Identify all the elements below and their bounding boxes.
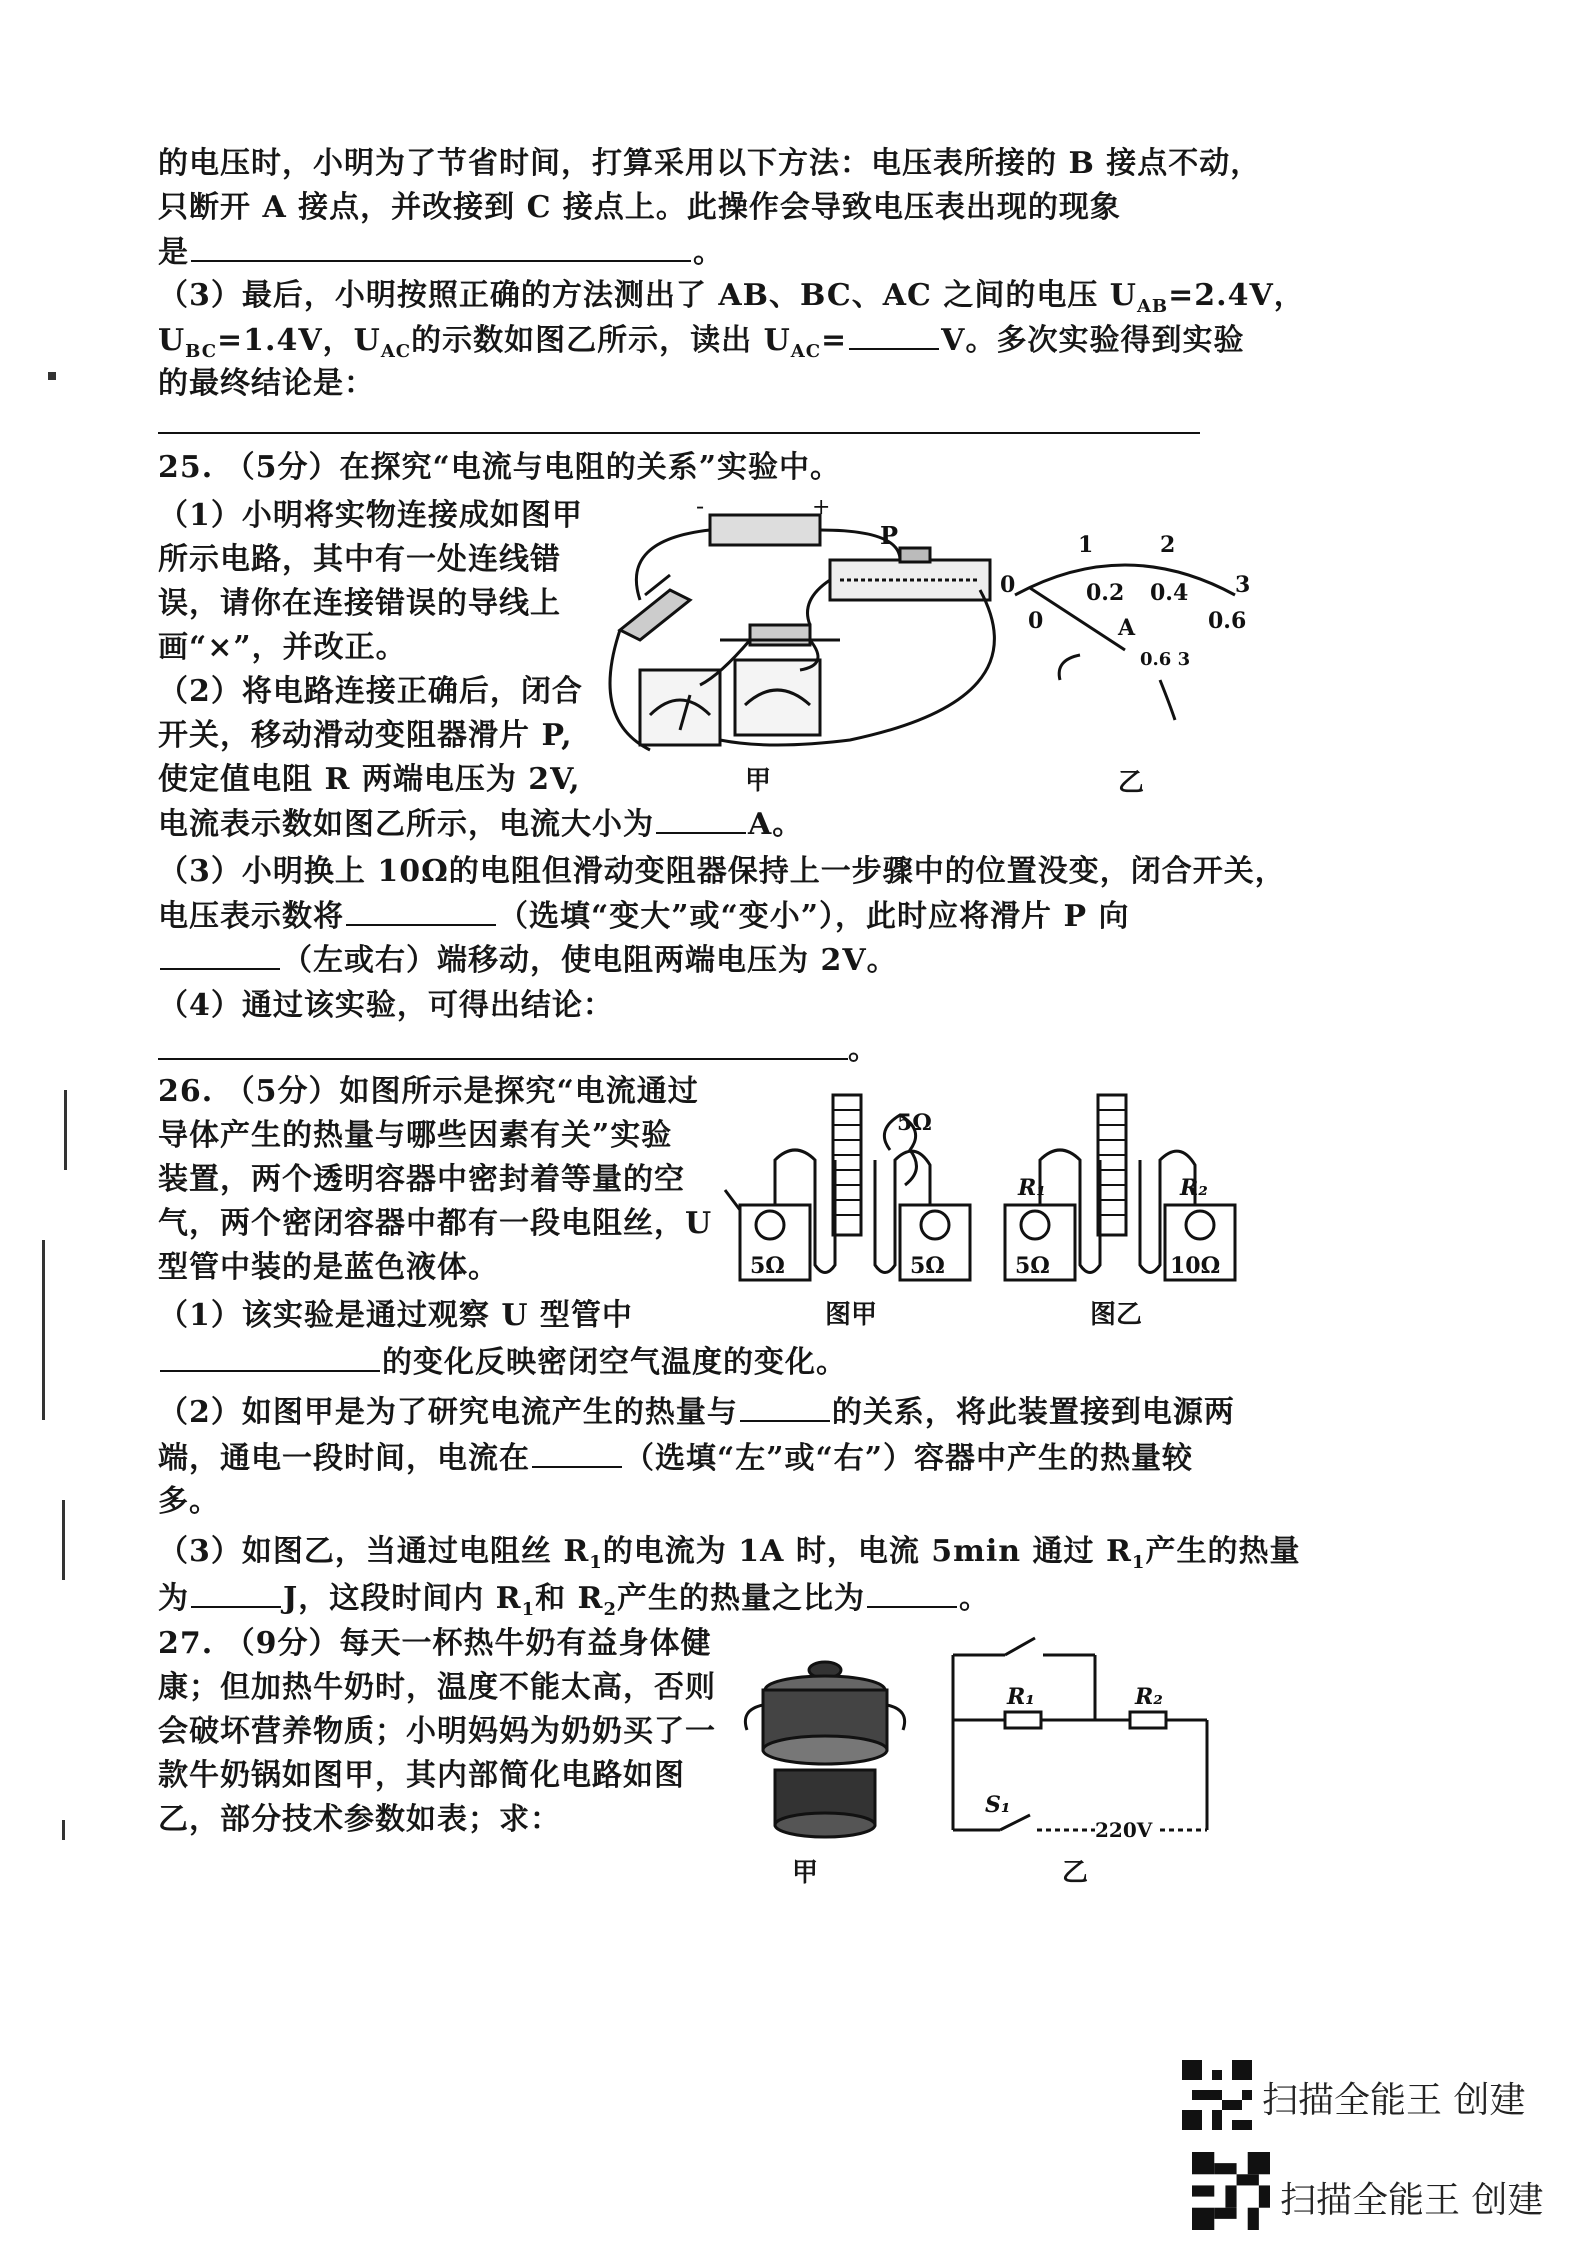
scan-mark bbox=[42, 1240, 45, 1420]
dial-arc bbox=[1015, 565, 1235, 595]
answer-blank[interactable] bbox=[740, 1390, 830, 1422]
svg-text:R₂: R₂ bbox=[1135, 1684, 1163, 1710]
figure-caption: 乙 bbox=[1062, 1858, 1089, 1888]
text-line: 使定值电阻 R 两端电压为 2V, bbox=[158, 762, 581, 797]
text-line: （2）如图甲是为了研究电流产生的热量与 的关系，将此装置接到电源两 bbox=[158, 1390, 1235, 1435]
text-line: 款牛奶锅如图甲，其内部简化电路如图 bbox=[158, 1758, 685, 1793]
text-line: 乙，部分技术参数如表；求： bbox=[158, 1802, 561, 1837]
text-line: （1）小明将实物连接成如图甲 bbox=[158, 498, 583, 533]
svg-text:R₂: R₂ bbox=[1180, 1175, 1208, 1201]
switch-icon bbox=[620, 590, 690, 640]
question-27-title: 27. （9分）每天一杯热牛奶有益身体健 bbox=[158, 1626, 712, 1661]
resistor-icon bbox=[750, 625, 810, 645]
text-line: （2）将电路连接正确后，闭合 bbox=[158, 674, 583, 709]
answer-blank[interactable] bbox=[191, 1576, 281, 1608]
answer-blank[interactable] bbox=[346, 894, 496, 926]
watermark-text: 扫描全能王 创建 bbox=[1280, 2180, 1544, 2221]
text-line: 多。 bbox=[158, 1484, 220, 1519]
text-line: 康；但加热牛奶时，温度不能太高，否则 bbox=[158, 1670, 716, 1705]
answer-blank[interactable] bbox=[160, 938, 280, 970]
figure-caption: 甲 bbox=[745, 766, 772, 796]
text-line: 气，两个密闭容器中都有一段电阻丝，U bbox=[158, 1206, 713, 1241]
text-line: 端，通电一段时间，电流在 （选填“左”或“右”）容器中产生的热量较 bbox=[158, 1436, 1193, 1481]
svg-text:5Ω: 5Ω bbox=[897, 1110, 932, 1136]
svg-text:1: 1 bbox=[1078, 532, 1094, 558]
figure-caption: 甲 bbox=[792, 1858, 819, 1888]
voltmeter-icon bbox=[735, 660, 820, 735]
text-line: 的电压时，小明为了节省时间，打算采用以下方法：电压表所接的 B 接点不动， bbox=[158, 146, 1262, 181]
text-line: 电压表示数将 （选填“变大”或“变小”），此时应将滑片 P 向 bbox=[158, 894, 1129, 939]
text-line: 所示电路，其中有一处连线错 bbox=[158, 542, 561, 577]
answer-blank[interactable] bbox=[849, 318, 939, 350]
svg-text:0.2: 0.2 bbox=[1086, 580, 1125, 606]
scan-mark bbox=[64, 1090, 67, 1170]
svg-text:0.6: 0.6 bbox=[1208, 608, 1247, 634]
text-line: 电流表示数如图乙所示，电流大小为 A。 bbox=[158, 802, 803, 847]
figure-caption: 图乙 bbox=[1090, 1300, 1143, 1330]
question-25-title: 25. （5分）在探究“电流与电阻的关系”实验中。 bbox=[158, 450, 842, 485]
text-line: （3）小明换上 10Ω的电阻但滑动变阻器保持上一步骤中的位置没变，闭合开关， bbox=[158, 854, 1286, 889]
figure-27-jia bbox=[735, 1650, 915, 1850]
svg-text:S₁: S₁ bbox=[985, 1792, 1011, 1818]
svg-text:0.6 3: 0.6 3 bbox=[1140, 649, 1191, 670]
svg-text:5Ω: 5Ω bbox=[1015, 1253, 1050, 1279]
figure-25-jia bbox=[600, 492, 1000, 770]
svg-text:5Ω: 5Ω bbox=[750, 1253, 785, 1279]
answer-line[interactable] bbox=[158, 432, 1200, 434]
text-line: 为 J，这段时间内 $R_1$和 $R_2$产生的热量之比为 。 bbox=[158, 1576, 990, 1632]
text-line: 型管中装的是蓝色液体。 bbox=[158, 1250, 499, 1285]
svg-text:10Ω: 10Ω bbox=[1170, 1253, 1221, 1279]
resistor-r2-icon bbox=[1130, 1712, 1166, 1728]
svg-text:R₁: R₁ bbox=[1007, 1684, 1035, 1710]
scan-mark bbox=[48, 372, 56, 380]
svg-text:220V: 220V bbox=[1095, 1818, 1153, 1842]
resistor-r1-icon bbox=[1005, 1712, 1041, 1728]
text-line: 导体产生的热量与哪些因素有关”实验 bbox=[158, 1118, 673, 1153]
svg-text:0: 0 bbox=[1028, 608, 1044, 634]
svg-text:+: + bbox=[812, 495, 831, 520]
text-line: 装置，两个透明容器中密封着等量的空 bbox=[158, 1162, 685, 1197]
text-line: 会破坏营养物质；小明妈妈为奶奶买了一 bbox=[158, 1714, 716, 1749]
text-line: （3）最后，小明按照正确的方法测出了 AB、BC、AC 之间的电压 $U_{AB}=2.4V$， bbox=[158, 278, 1305, 317]
text-line: $U_{BC}=1.4V$，$U_{AC}$的示数如图乙所示，读出 $U_{AC}= V$。多次实验得到实验 bbox=[158, 318, 1244, 374]
answer-blank[interactable] bbox=[656, 802, 746, 834]
scan-mark bbox=[62, 1500, 65, 1580]
figure-25-yi bbox=[1000, 530, 1250, 720]
text-line: 是 。 bbox=[158, 230, 724, 275]
text-line: 误，请你在连接错误的导线上 bbox=[158, 586, 561, 621]
figure-27-yi bbox=[945, 1630, 1215, 1840]
svg-text:2: 2 bbox=[1160, 532, 1176, 558]
text-line: 的最终结论是： bbox=[158, 366, 375, 401]
figure-26-yi bbox=[990, 1090, 1240, 1290]
figure-caption: 乙 bbox=[1118, 768, 1145, 798]
text-line: 画“×”，并改正。 bbox=[158, 630, 407, 665]
text-line: （3）如图乙，当通过电阻丝 $R_1$的电流为 1A 时，电流 5min 通过 $R_1$产生的热量 bbox=[158, 1534, 1301, 1573]
svg-text:-: - bbox=[696, 492, 705, 520]
svg-text:R₁: R₁ bbox=[1018, 1175, 1046, 1201]
svg-text:P: P bbox=[880, 521, 899, 550]
answer-blank[interactable] bbox=[867, 1576, 957, 1608]
svg-text:5Ω: 5Ω bbox=[910, 1253, 945, 1279]
answer-blank[interactable] bbox=[160, 1340, 380, 1372]
text-line: （1）该实验是通过观察 U 型管中 bbox=[158, 1298, 633, 1333]
text-line: 只断开 A 接点，并改接到 C 接点上。此操作会导致电压表出现的现象 bbox=[158, 190, 1121, 225]
svg-text:A: A bbox=[1118, 615, 1136, 641]
question-26-title: 26. （5分）如图所示是探究“电流通过 bbox=[158, 1074, 699, 1109]
text-line: 的变化反映密闭空气温度的变化。 bbox=[158, 1340, 847, 1385]
text-line: （4）通过该实验，可得出结论： bbox=[158, 988, 614, 1023]
text-line: 开关，移动滑动变阻器滑片 P, bbox=[158, 718, 573, 753]
switch-s2-icon bbox=[1005, 1638, 1035, 1655]
text-line: （左或右）端移动，使电阻两端电压为 2V。 bbox=[158, 938, 898, 983]
answer-blank[interactable] bbox=[191, 230, 691, 262]
answer-line[interactable] bbox=[158, 1058, 848, 1060]
battery-icon bbox=[710, 515, 820, 545]
qr-code-icon bbox=[1182, 2060, 1252, 2130]
svg-text:3: 3 bbox=[1235, 572, 1251, 598]
svg-text:0: 0 bbox=[1000, 572, 1016, 598]
watermark-text: 扫描全能王 创建 bbox=[1262, 2080, 1526, 2121]
text-line: 。 bbox=[848, 1032, 879, 1067]
scan-mark bbox=[62, 1820, 65, 1840]
qr-code-icon bbox=[1192, 2152, 1270, 2230]
figure-caption: 图甲 bbox=[825, 1300, 878, 1330]
answer-blank[interactable] bbox=[532, 1436, 622, 1468]
svg-text:0.4: 0.4 bbox=[1150, 580, 1189, 606]
figure-26-jia bbox=[725, 1090, 985, 1290]
